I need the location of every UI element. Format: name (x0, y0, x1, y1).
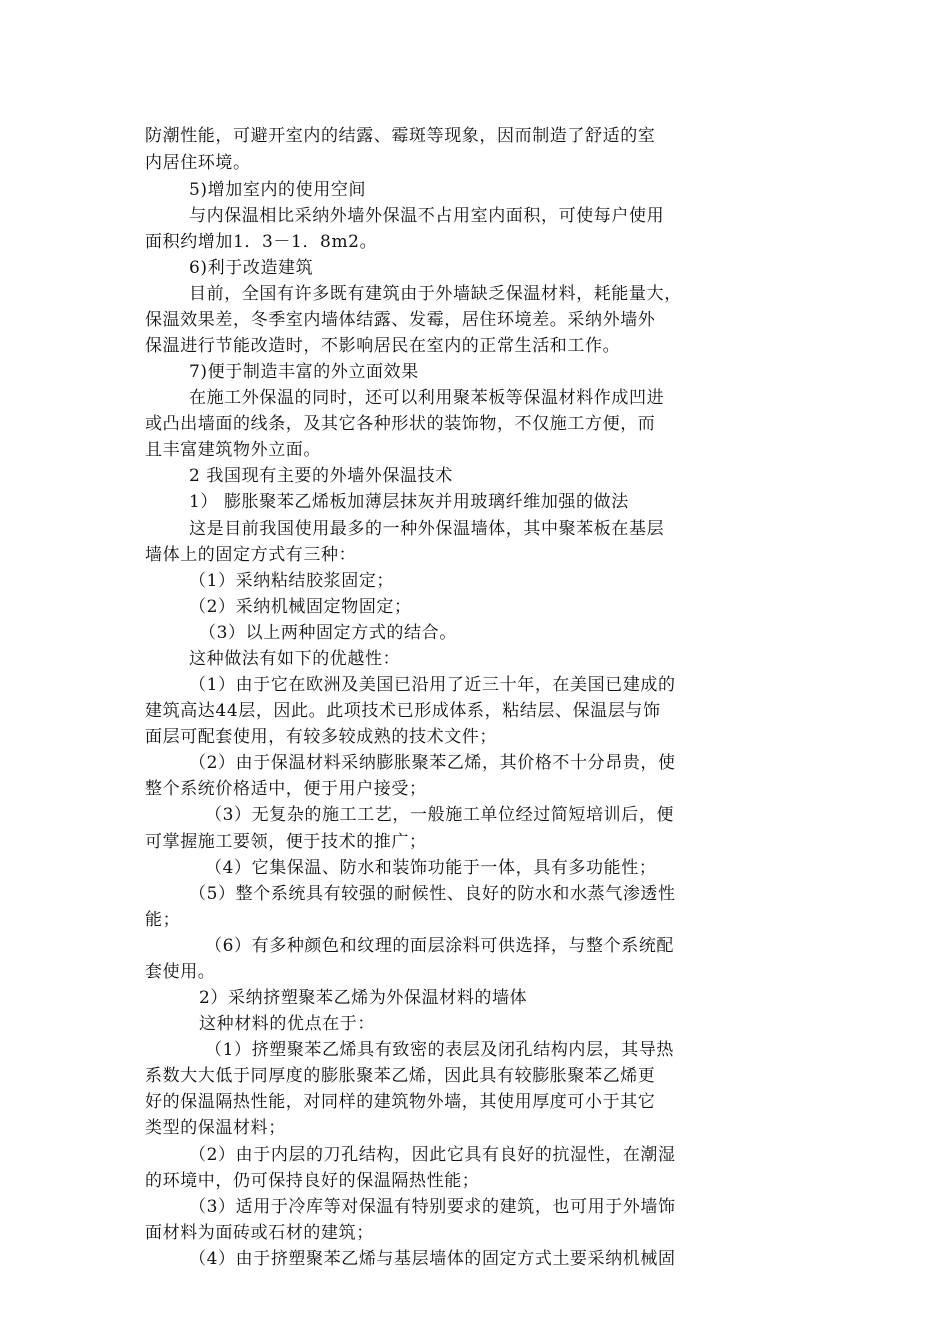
list-item: （4）它集保温、防水和装饰功能于一体，具有多功能性； (205, 858, 657, 878)
section-heading: 2 我国现有主要的外墙外保温技术 (189, 466, 453, 486)
text-line: 与内保温相比采纳外墙外保温不占用室内面积，可使每户使用 (189, 206, 665, 226)
subsection-heading: 1） 膨胀聚苯乙烯板加薄层抹灰并用玻璃纤维加强的做法 (189, 492, 629, 512)
text-line: 或凸出墙面的线条，及其它各种形状的装饰物，不仅施工方便，而 (145, 414, 656, 434)
heading-line: 5)增加室内的使用空间 (189, 180, 367, 200)
text-line: 能； (145, 910, 181, 930)
list-item: （2）由于保温材料采纳膨胀聚苯乙烯，其价格不十分昂贵，使 (189, 753, 676, 773)
text-line: 防潮性能，可避开室内的结露、霉斑等现象，因而制造了舒适的室 (145, 126, 656, 146)
text-line: 这种材料的优点在于： (199, 1014, 375, 1034)
text-line: 在施工外保温的同时，还可以利用聚苯板等保温材料作成凹进 (189, 388, 665, 408)
text-line: 保温效果差，冬季室内墙体结露、发霉，居住环境差。采纳外墙外 (145, 310, 656, 330)
list-item: （1）由于它在欧洲及美国已沿用了近三十年，在美国已建成的 (189, 675, 676, 695)
text-line: 的环境中，仍可保持良好的保温隔热性能； (145, 1171, 480, 1191)
text-line: 目前，全国有许多既有建筑由于外墙缺乏保温材料，耗能量大， (189, 284, 682, 304)
text-line: 面材料为面砖或石材的建筑； (145, 1223, 374, 1243)
subsection-heading: 2）采纳挤塑聚苯乙烯为外保温材料的墙体 (199, 988, 528, 1008)
list-item: （3）适用于冷库等对保温有特别要求的建筑，也可用于外墙饰 (189, 1197, 676, 1217)
list-item: （2）由于内层的刀孔结构，因此它具有良好的抗湿性，在潮湿 (189, 1145, 676, 1165)
text-line: 墙体上的固定方式有三种： (145, 545, 357, 565)
text-line: 好的保温隔热性能，对同样的建筑物外墙，其使用厚度可小于其它 (145, 1092, 656, 1112)
text-line: 整个系统价格适中，便于用户接受； (145, 779, 427, 799)
text-line: 建筑高达44层，因此。此项技术已形成体系，粘结层、保温层与饰 (145, 701, 661, 721)
list-item: （5）整个系统具有较强的耐候性、良好的防水和水蒸气渗透性 (189, 884, 676, 904)
text-line: 且丰富建筑物外立面。 (145, 440, 321, 460)
text-line: 这是目前我国使用最多的一种外保温墙体，其中聚苯板在基层 (189, 519, 665, 539)
list-item: （6）有多种颜色和纹理的面层涂料可供选择，与整个系统配 (205, 936, 675, 956)
list-item: （3）以上两种固定方式的结合。 (199, 623, 457, 643)
text-line: 面层可配套使用，有较多较成熟的技术文件； (145, 727, 497, 747)
list-item: （3）无复杂的施工工艺，一般施工单位经过简短培训后，便 (205, 805, 675, 825)
text-line: 系数大大低于同厚度的膨胀聚苯乙烯，因此具有较膨胀聚苯乙烯更 (145, 1066, 656, 1086)
text-line: 类型的保温材料； (145, 1118, 286, 1138)
list-item: （1）采纳粘结胶浆固定； (189, 571, 395, 591)
list-item: （4）由于挤塑聚苯乙烯与基层墙体的固定方式土要采纳机械固 (189, 1249, 676, 1269)
text-line: 这种做法有如下的优越性： (189, 649, 401, 669)
text-line: 内居住环境。 (145, 153, 251, 173)
list-item: （1）挤塑聚苯乙烯具有致密的表层及闭孔结构内层，其导热 (205, 1040, 675, 1060)
text-line: 可掌握施工要领，便于技术的推广； (145, 832, 427, 852)
heading-line: 6)利于改造建筑 (189, 258, 314, 278)
heading-line: 7)便于制造丰富的外立面效果 (189, 362, 419, 382)
text-line: 保温进行节能改造时，不影响居民在室内的正常生活和工作。 (145, 336, 621, 356)
text-line: 套使用。 (145, 962, 216, 982)
text-line: 面积约增加1．3－1．8m2。 (145, 232, 378, 252)
list-item: （2）采纳机械固定物固定； (189, 597, 412, 617)
